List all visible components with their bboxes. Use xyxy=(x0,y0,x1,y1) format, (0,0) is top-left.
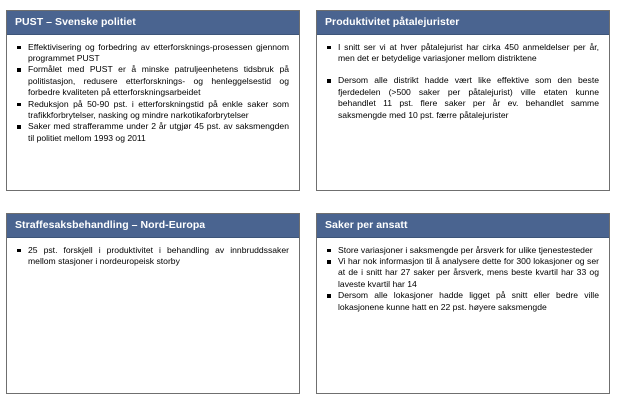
panel-body xyxy=(7,35,299,191)
bullet-list xyxy=(325,245,599,313)
list-item: Vi har nok informasjon til å analysere dette for 300 lokasjoner og ser at de i snitt har 27 saker per årsverk, mens beste kvartil har 33 og laveste kvartil har 14 xyxy=(325,256,599,290)
panel-body xyxy=(7,238,299,394)
list-item: Saker med strafferamme under 2 år utgjør 45 pst. av saksmengden til politiet mellom 1993 og 2011 xyxy=(15,121,289,144)
panel-pust-svenske-politiet xyxy=(6,10,300,191)
panel-body xyxy=(317,238,609,394)
list-item: I snitt ser vi at hver påtalejurist har cirka 450 anmeldelser per år, men det er betydelige variasjoner mellom distriktene xyxy=(325,42,599,65)
grid-cell-top-right xyxy=(310,0,620,203)
panel-header-title: Saker per ansatt xyxy=(317,214,609,238)
bullet-list xyxy=(15,245,289,268)
panel-produktivitet-pataleiurister xyxy=(316,10,610,191)
list-item: Store variasjoner i saksmengde per årsverk for ulike tjenestesteder xyxy=(325,245,599,256)
list-item: Dersom alle distrikt hadde vært like effektive som den beste fjerdedelen (>500 saker per påtalejurist) ville etaten kunne behandlet 11 pst. flere saker per år ev. behandlet samme saksmengde med 10 pst. færre påtalejurister xyxy=(325,75,599,121)
list-item: Effektivisering og forbedring av etterforsknings-prosessen gjennom programmet PUST xyxy=(15,42,289,65)
list-item: 25 pst. forskjell i produktivitet i behandling av innbruddssaker mellom stasjoner i nordeuropeisk storby xyxy=(15,245,289,268)
grid-cell-bottom-right xyxy=(310,203,620,406)
bullet-list xyxy=(15,42,289,145)
bullet-list xyxy=(325,42,599,121)
list-item: Dersom alle lokasjoner hadde ligget på snitt eller bedre ville lokasjonene kunne hatt en 22 pst. høyere saksmengde xyxy=(325,290,599,313)
panel-header-title: Produktivitet påtalejurister xyxy=(317,11,609,35)
list-item: Formålet med PUST er å minske patruljeenhetens tidsbruk på politistasjon, redusere etterforsknings- og henleggelsestid og forbedre kvaliteten på etterforskningsarbeidet xyxy=(15,64,289,98)
panel-saker-per-ansatt xyxy=(316,213,610,394)
panel-header-title: Straffesaksbehandling – Nord-Europa xyxy=(7,214,299,238)
panel-straffesaksbehandling-nord-europa xyxy=(6,213,300,394)
panel-header-title: PUST – Svenske politiet xyxy=(7,11,299,35)
grid-cell-top-left xyxy=(0,0,310,203)
grid-cell-bottom-left xyxy=(0,203,310,406)
list-item: Reduksjon på 50-90 pst. i etterforskningstid på enkle saker som trafikkforbrytelser, nasking og mindre narkotikaforbrytelser xyxy=(15,99,289,122)
panel-body xyxy=(317,35,609,191)
